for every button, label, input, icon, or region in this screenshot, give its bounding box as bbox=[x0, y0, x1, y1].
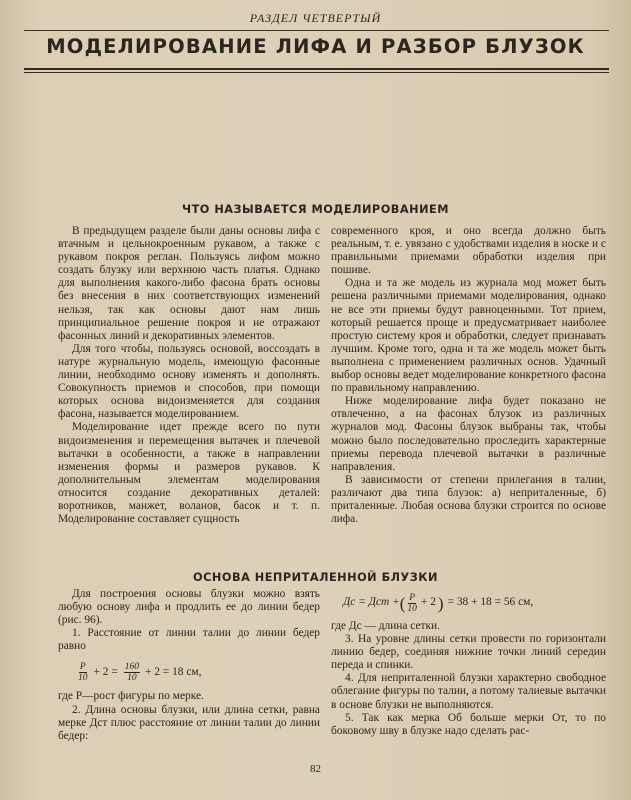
left-column-section1 bbox=[58, 225, 320, 526]
right-column-section1 bbox=[331, 225, 606, 526]
page-title: МОДЕЛИРОВАНИЕ ЛИФА И РАЗБОР БЛУЗОК bbox=[46, 35, 585, 58]
paragraph: 5. Так как мерка Об больше мерки От, то по боковому шву в блузке надо сделать рас- bbox=[331, 711, 606, 737]
formula-grid-length: Дс = Дcт + ( $\frac{Р}{10}$ + 2 ) = 38 + 18 = 56 см, bbox=[343, 592, 534, 614]
paragraph: 3. На уровне длины сетки провести по горизонтали линию бедер, соединяя нижние точки линий середин переда и спинки. bbox=[331, 633, 606, 672]
fraction: $\frac{Р}{10}$ bbox=[407, 592, 417, 614]
paragraph: В зависимости от степени прилегания в талии, различают два типа блузок: а) неприталенные, б) приталенные. Любая основа блузки строится по основе лифа. bbox=[331, 473, 606, 526]
right-column-section2 bbox=[331, 588, 606, 738]
top-rule bbox=[24, 30, 609, 31]
paragraph: 1. Расстояние от линии талии до линии бедер равно bbox=[58, 627, 320, 653]
paragraph: 2. Длина основы блузки, или длина сетки, равна мерке Дcт плюс расстояние от линии талии до линии бедер: bbox=[58, 703, 320, 742]
paragraph: 4. Для неприталенной блузки характерно свободное облегание фигуры по талии, а потому талиевые вытачки в основе блузки не выполняются. bbox=[331, 672, 606, 711]
paragraph: Ниже моделирование лифа будет показано не отвлеченно, а на фасонах блузок из различных журналов мод. Фасоны блузок выбраны так, чтобы можно было последовательно проследить характерные приемы перевода плечевой вытачки в различные направления. bbox=[331, 395, 606, 473]
paragraph: Моделирование идет прежде всего по пути видоизменения и перемещения вытачек и плечевой вытачки в особенности, а также в направлении изменения формы и размеров рукавов. К дополнительным элементам моделирования относится создание декоративных деталей: воротников, манжет, воланов, басок и т. п. Моделирование составляет сущность bbox=[58, 421, 320, 526]
paragraph-continued: современного кроя, и оно всегда должно быть реальным, т. е. увязано с удобствами изделия в носке и с правильными приемами обработки изделия при пошиве. bbox=[331, 225, 606, 277]
fraction: $\frac{Р}{10}$ bbox=[78, 661, 88, 683]
page-number: 82 bbox=[310, 763, 321, 775]
paragraph: Одна и та же модель из журнала мод может быть решена различными приемами моделирования, однако не все эти приемы будут равноценными. Тот прием, который решается проще и предусматривает наиболее простую систему кроя и обработки, следует признавать лучшим. Кроме того, одна и та же модель может быть выполнена с применением различных основ. Удачный выбор основы ведет моделирование конкретного фасона по правильному направлению. bbox=[331, 277, 606, 395]
section-label: РАЗДЕЛ ЧЕТВЕРТЫЙ bbox=[249, 11, 382, 25]
paragraph: где Р—рост фигуры по мерке. bbox=[58, 690, 204, 703]
title-rule-thin bbox=[24, 72, 609, 73]
section-heading-modeling: ЧТО НАЗЫВАЕТСЯ МОДЕЛИРОВАНИЕМ bbox=[181, 203, 450, 216]
fraction: $\frac{160}{10}$ bbox=[124, 661, 139, 683]
paragraph: Для построения основы блузки можно взять любую основу лифа и продлить ее до линии бедер (рис. 96). bbox=[58, 588, 320, 627]
paragraph: Для того чтобы, пользуясь основой, воссоздать в натуре журнальную модель, имеющую фасонные линии, необходимо основу изменять и дополнять. Совокупность приемов и способов, при помощи которых основа видоизменяется для создания фасона, называется моделированием. bbox=[58, 342, 320, 421]
section-heading-blouse-base: ОСНОВА НЕПРИТАЛЕННОЙ БЛУЗКИ bbox=[193, 571, 438, 584]
paragraph: В предыдущем разделе были даны основы лифа с втачным и цельнокроенным рукавом, а также с рукавом покроя реглан. Пользуясь лифом можно создать блузку или верхнюю часть платья. Однако для выполнения какого-либо фасона брать основы без внесения в них соответствующих изменений нельзя, так как основы дают нам лишь принципиальное решение покроя и не отражают фасонных линий и декоративных элементов. bbox=[58, 225, 320, 342]
left-column-section2 bbox=[58, 588, 320, 743]
title-rule-thick bbox=[24, 68, 609, 70]
paragraph: где Дс — длина сетки. bbox=[331, 620, 440, 632]
formula-hip-distance: $\frac{Р}{10}$ + 2 = $\frac{160}{10}$ + 2 = 18 см, bbox=[78, 661, 202, 683]
